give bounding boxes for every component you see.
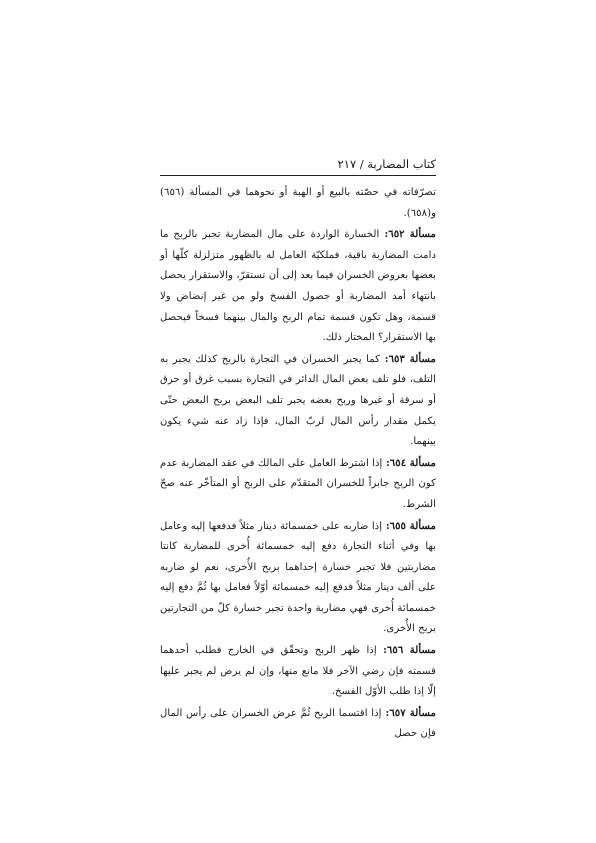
issue-652 xyxy=(160,224,436,349)
running-header xyxy=(160,155,436,176)
page-body xyxy=(160,183,436,745)
running-title: كتاب المضاربة / ٢١٧ xyxy=(337,157,436,171)
paragraph-text: تصرّفاته في حصّته بالبيع أو الهبة أو نحوهما في المسألة (٦٥٦) و(٦٥٨). xyxy=(160,187,436,219)
paragraph-text: إذا اشترط العامل على المالك في عقد المضاربة عدم كون الربح جابراً للخسران المتقدّم على الربح أو المتأخّر عنه صحّ الشرط. xyxy=(160,457,436,510)
issue-655 xyxy=(160,516,436,641)
issue-label: مسألة ٦٥٦: xyxy=(376,644,437,657)
paragraph-text: إذا ضاربه على خمسمائة دينار مثلاً فدفعها إليه وعامل بها وفي أثناء التجارة دفع إليه خمسمائة أُخرى للمضاربة كانتا مضاربتين فلا تجبر خسارة إحداهما بربح الأُخرى، نعم لو ضاربه على ألف دينار مثلاً فدفع إليه خمسمائة أوّلاً فعامل بها ثُمَّ دفع إليه خمسمائة أُخرى فهي مضاربة واحدة تجبر خسارة كلّ من التجارتين بربح الأُخرى. xyxy=(160,520,436,635)
paragraph-text: إذا اقتسما الربح ثُمَّ عرض الخسران على رأس المال فإن حصل xyxy=(160,707,436,740)
issue-label: مسألة ٦٥٧: xyxy=(381,706,436,719)
issue-653 xyxy=(160,349,436,453)
issue-654 xyxy=(160,453,436,516)
issue-656 xyxy=(160,640,436,703)
issue-657 xyxy=(160,703,436,745)
issue-label: مسألة ٦٥٤: xyxy=(382,456,437,469)
paragraph-text: الخسارة الواردة على مال المضاربة تجبر بالربح ما دامت المضاربة باقية، فملكيّة العامل له بالظهور متزلزلة كلّها أو بعضها بعروض الخسران فيما بعد إلى أن تستقرّ، والاستقرار يحصل بانتهاء أمد المضاربة أو حصول الفسخ ولو من غير إنضاض ولا قسمة، وهل تكون قسمة تمام الربح والمال بينهما فسخاً فيحصل بها الاستقرار؟ المختار ذلك. xyxy=(160,229,436,344)
paragraph-text: إذا ظهر الربح وتحقّق في الخارج فطلب أحدهما قسمته فإن رضي الآخر فلا مانع منها، وإن لم يرض لم يجبر عليها إلّا إذا طلب الأوّل الفسخ. xyxy=(160,645,436,698)
issue-label: مسألة ٦٥٣: xyxy=(380,352,437,365)
paragraph-continuation xyxy=(160,183,436,224)
issue-label: مسألة ٦٥٥: xyxy=(382,519,437,532)
paragraph-text: كما يجبر الخسران في التجارة بالربح كذلك يجبر به التلف، فلو تلف بعض المال الدائر في التجارة بسبب غرق أو حرق أو سرقة أو غيرها وربح بعضه يجبر تلف البعض بربح البعض حتّى يكمل مقدار رأس المال لربّ المال، فإذا زاد عنه شيء يكون بينهما. xyxy=(160,353,436,448)
issue-label: مسألة ٦٥٢: xyxy=(379,228,437,241)
